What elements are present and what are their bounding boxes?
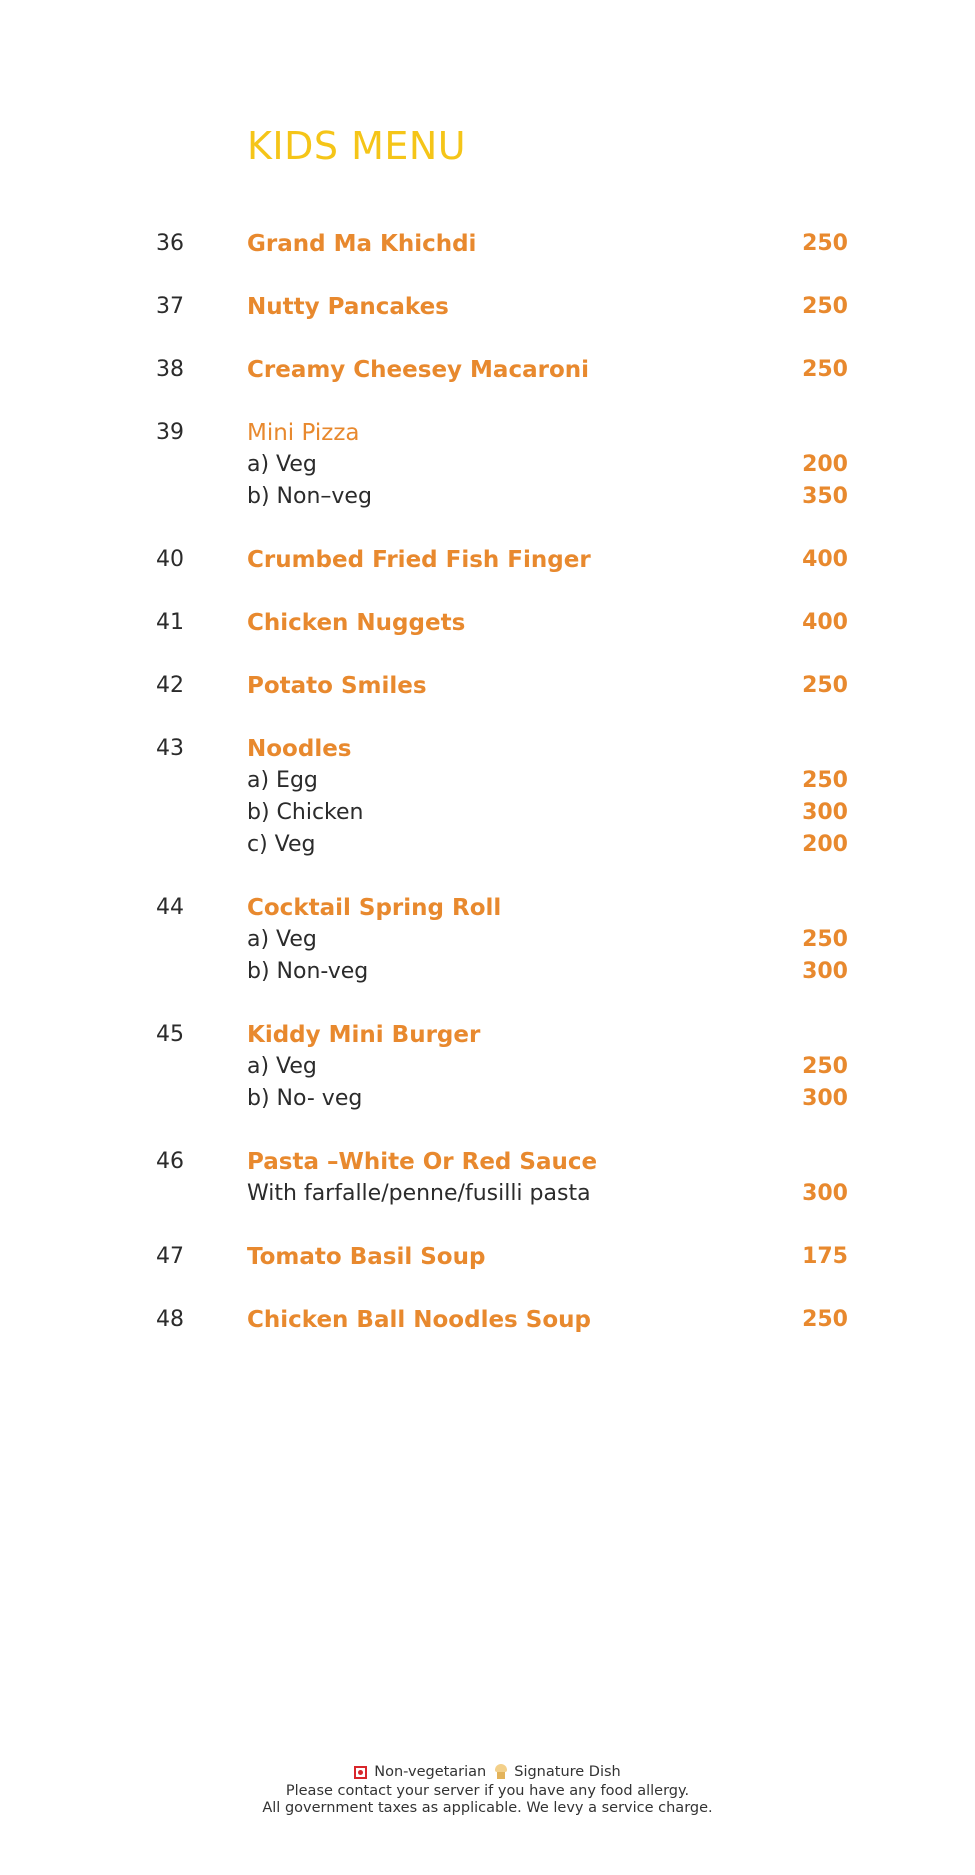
menu-list: [0, 228, 975, 1367]
menu-item-header: [0, 670, 975, 702]
menu-item: [0, 544, 975, 576]
menu-item: [0, 670, 975, 702]
option-label: b) Non–veg: [247, 484, 372, 509]
option-label: a) Egg: [247, 768, 318, 793]
item-number: 40: [156, 547, 184, 572]
menu-item: [0, 1146, 975, 1210]
item-price: 250: [802, 1307, 848, 1332]
menu-item-header: [0, 228, 975, 260]
option-price: 250: [802, 927, 848, 952]
menu-item: [0, 417, 975, 513]
item-price: 175: [802, 1244, 848, 1269]
item-name: Cocktail Spring Roll: [247, 895, 502, 921]
item-price: 400: [802, 547, 848, 572]
option-price: 300: [802, 959, 848, 984]
option-price: 200: [802, 832, 848, 857]
menu-item: [0, 607, 975, 639]
option-label: b) No- veg: [247, 1086, 363, 1111]
item-number: 41: [156, 610, 184, 635]
chef-hat-icon: [494, 1764, 508, 1780]
item-option: [0, 481, 975, 513]
option-label: b) Non-veg: [247, 959, 369, 984]
menu-item-header: [0, 892, 975, 924]
menu-item: [0, 892, 975, 988]
item-number: 39: [156, 420, 184, 445]
allergy-note: Please contact your server if you have any food allergy.: [285, 1783, 690, 1799]
item-price: 400: [802, 610, 848, 635]
item-name: Potato Smiles: [247, 673, 427, 699]
item-price: 250: [802, 294, 848, 319]
item-name: Kiddy Mini Burger: [247, 1022, 481, 1048]
menu-item-header: [0, 1146, 975, 1178]
legend-signature-label: Signature Dish: [514, 1764, 621, 1780]
option-price: 250: [802, 768, 848, 793]
menu-item: [0, 228, 975, 260]
menu-item-header: [0, 291, 975, 323]
menu-item: [0, 1304, 975, 1336]
option-price: 300: [802, 800, 848, 825]
menu-item: [0, 1019, 975, 1115]
option-price: 350: [802, 484, 848, 509]
item-number: 42: [156, 673, 184, 698]
option-label: c) Veg: [247, 832, 316, 857]
item-number: 47: [156, 1244, 184, 1269]
option-label: a) Veg: [247, 927, 317, 952]
item-number: 38: [156, 357, 184, 382]
item-option: [0, 1051, 975, 1083]
item-option: [0, 765, 975, 797]
item-number: 44: [156, 895, 184, 920]
item-name: Mini Pizza: [247, 420, 360, 446]
item-number: 48: [156, 1307, 184, 1332]
menu-item: [0, 354, 975, 386]
item-name: Noodles: [247, 736, 352, 762]
menu-item: [0, 291, 975, 323]
non-veg-symbol-icon: [354, 1766, 367, 1779]
legend-nonveg-label: Non-vegetarian: [374, 1764, 487, 1780]
item-option: [0, 797, 975, 829]
item-price: 250: [802, 357, 848, 382]
item-price: 250: [802, 673, 848, 698]
item-name: Chicken Nuggets: [247, 610, 466, 636]
option-price: 300: [802, 1181, 848, 1206]
legend: [0, 1761, 975, 1783]
tax-note: All government taxes as applicable. We levy a service charge.: [262, 1800, 713, 1816]
item-option: [0, 449, 975, 481]
menu-item-header: [0, 544, 975, 576]
menu-item-header: [0, 733, 975, 765]
item-name: Tomato Basil Soup: [247, 1244, 486, 1270]
menu-item-header: [0, 1304, 975, 1336]
item-number: 36: [156, 231, 184, 256]
item-option: [0, 956, 975, 988]
menu-item-header: [0, 417, 975, 449]
item-name: Creamy Cheesey Macaroni: [247, 357, 590, 383]
item-name: Chicken Ball Noodles Soup: [247, 1307, 591, 1333]
option-label: b) Chicken: [247, 800, 364, 825]
page-title: KIDS MENU: [247, 124, 467, 168]
footer: [0, 1761, 975, 1817]
item-option: [0, 1083, 975, 1115]
item-name: Grand Ma Khichdi: [247, 231, 477, 257]
menu-item: [0, 733, 975, 861]
option-label: With farfalle/penne/fusilli pasta: [247, 1181, 591, 1206]
menu-item-header: [0, 354, 975, 386]
item-name: Nutty Pancakes: [247, 294, 449, 320]
item-option: [0, 829, 975, 861]
option-label: a) Veg: [247, 1054, 317, 1079]
item-number: 37: [156, 294, 184, 319]
item-price: 250: [802, 231, 848, 256]
option-price: 200: [802, 452, 848, 477]
item-name: Crumbed Fried Fish Finger: [247, 547, 591, 573]
item-number: 46: [156, 1149, 184, 1174]
menu-item: [0, 1241, 975, 1273]
item-option: [0, 924, 975, 956]
item-option: [0, 1178, 975, 1210]
item-number: 45: [156, 1022, 184, 1047]
item-name: Pasta –White Or Red Sauce: [247, 1149, 598, 1175]
menu-item-header: [0, 607, 975, 639]
menu-item-header: [0, 1241, 975, 1273]
item-number: 43: [156, 736, 184, 761]
option-price: 250: [802, 1054, 848, 1079]
menu-item-header: [0, 1019, 975, 1051]
option-price: 300: [802, 1086, 848, 1111]
option-label: a) Veg: [247, 452, 317, 477]
